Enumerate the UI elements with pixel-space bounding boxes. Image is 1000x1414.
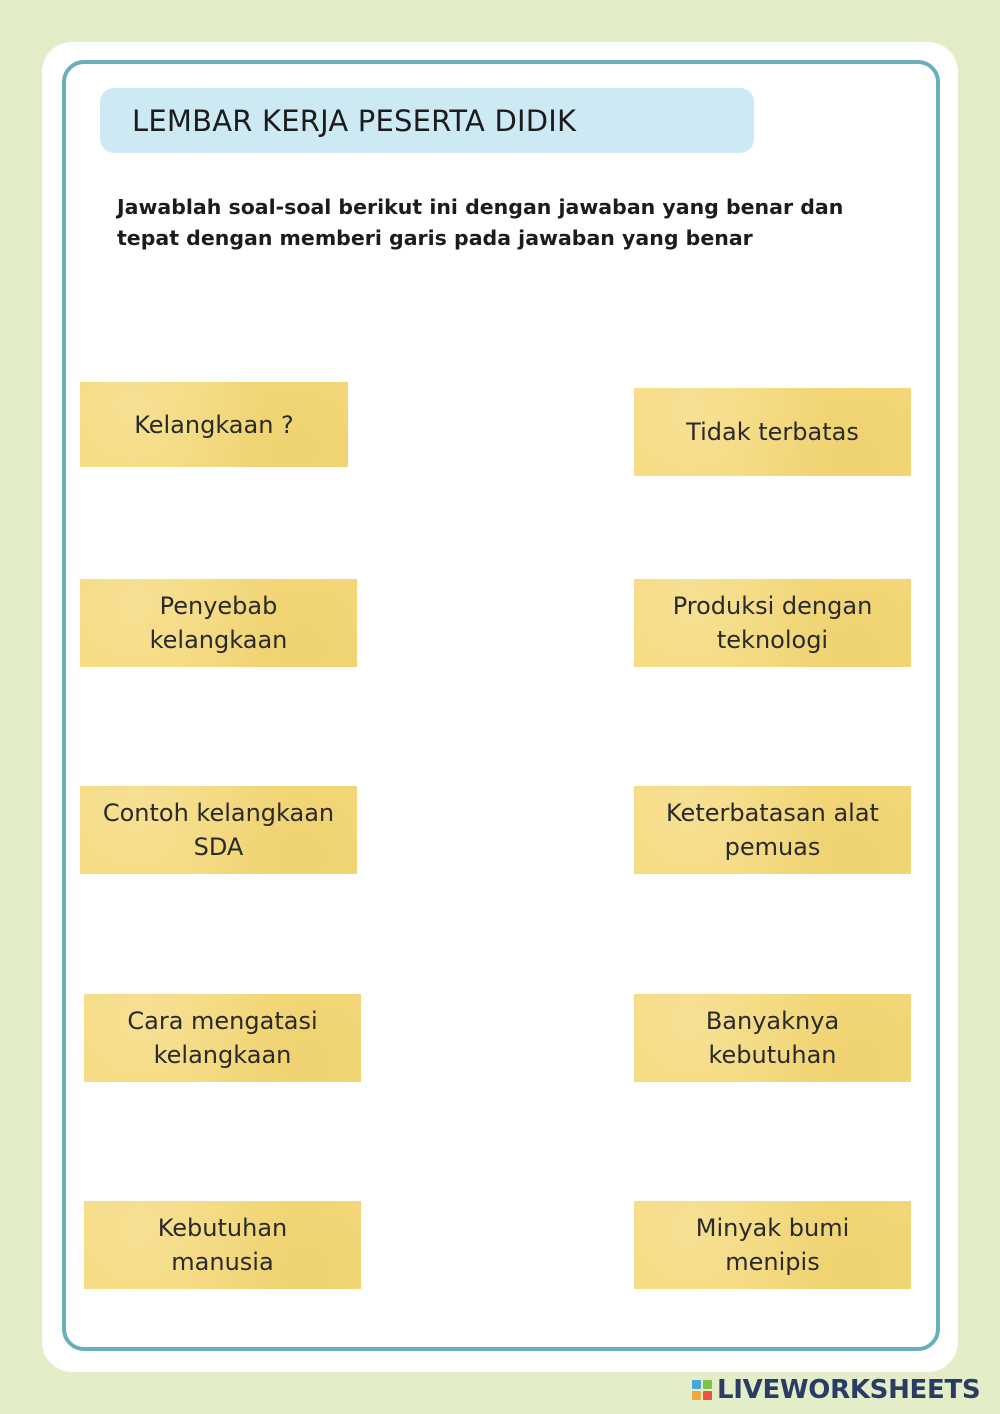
instruction-line-1: Jawablah soal-soal berikut ini dengan jawaban yang benar dan <box>117 195 844 219</box>
left-card-5-line-1: Kebutuhan <box>157 1214 288 1242</box>
right-card-5-line-1: Minyak bumi <box>695 1214 850 1242</box>
instruction-line-2: tepat dengan memberi garis pada jawaban yang benar <box>117 226 753 250</box>
left-card-5[interactable] <box>84 1201 361 1289</box>
left-card-3-line-1: Contoh kelangkaan <box>102 799 335 827</box>
left-card-3-line-2: SDA <box>193 833 244 861</box>
left-card-3[interactable] <box>80 786 357 874</box>
liveworksheets-logo[interactable] <box>692 1374 980 1406</box>
right-card-1-line-1: Tidak terbatas <box>686 418 859 446</box>
right-card-5-line-2: menipis <box>725 1248 820 1276</box>
right-card-3-line-1: Keterbatasan alat <box>666 799 879 827</box>
left-card-4-line-2: kelangkaan <box>153 1041 292 1069</box>
title-banner <box>100 88 754 153</box>
left-card-2-line-2: kelangkaan <box>149 626 288 654</box>
right-card-2[interactable] <box>634 579 911 667</box>
right-card-3[interactable] <box>634 786 911 874</box>
logo-blocks-icon <box>692 1380 712 1400</box>
brand-name: LIVEWORKSHEETS <box>717 1375 981 1405</box>
left-card-4[interactable] <box>84 994 361 1082</box>
left-card-4-line-1: Cara mengatasi <box>127 1007 318 1035</box>
left-card-5-line-2: manusia <box>171 1248 274 1276</box>
right-card-2-line-1: Produksi dengan <box>672 592 873 620</box>
left-card-2[interactable] <box>80 579 357 667</box>
right-card-5[interactable] <box>634 1201 911 1289</box>
page-title: LEMBAR KERJA PESERTA DIDIK <box>132 103 577 138</box>
right-card-4-line-1: Banyaknya <box>705 1007 840 1035</box>
left-card-2-line-1: Penyebab <box>159 592 278 620</box>
right-card-4[interactable] <box>634 994 911 1082</box>
left-card-1-line-1: Kelangkaan ? <box>134 410 294 439</box>
right-card-2-line-2: teknologi <box>716 626 829 654</box>
right-card-1[interactable] <box>634 388 911 476</box>
left-card-1[interactable] <box>80 382 348 467</box>
instruction-text <box>117 192 917 254</box>
right-card-4-line-2: kebutuhan <box>708 1041 837 1069</box>
right-card-3-line-2: pemuas <box>724 833 821 861</box>
